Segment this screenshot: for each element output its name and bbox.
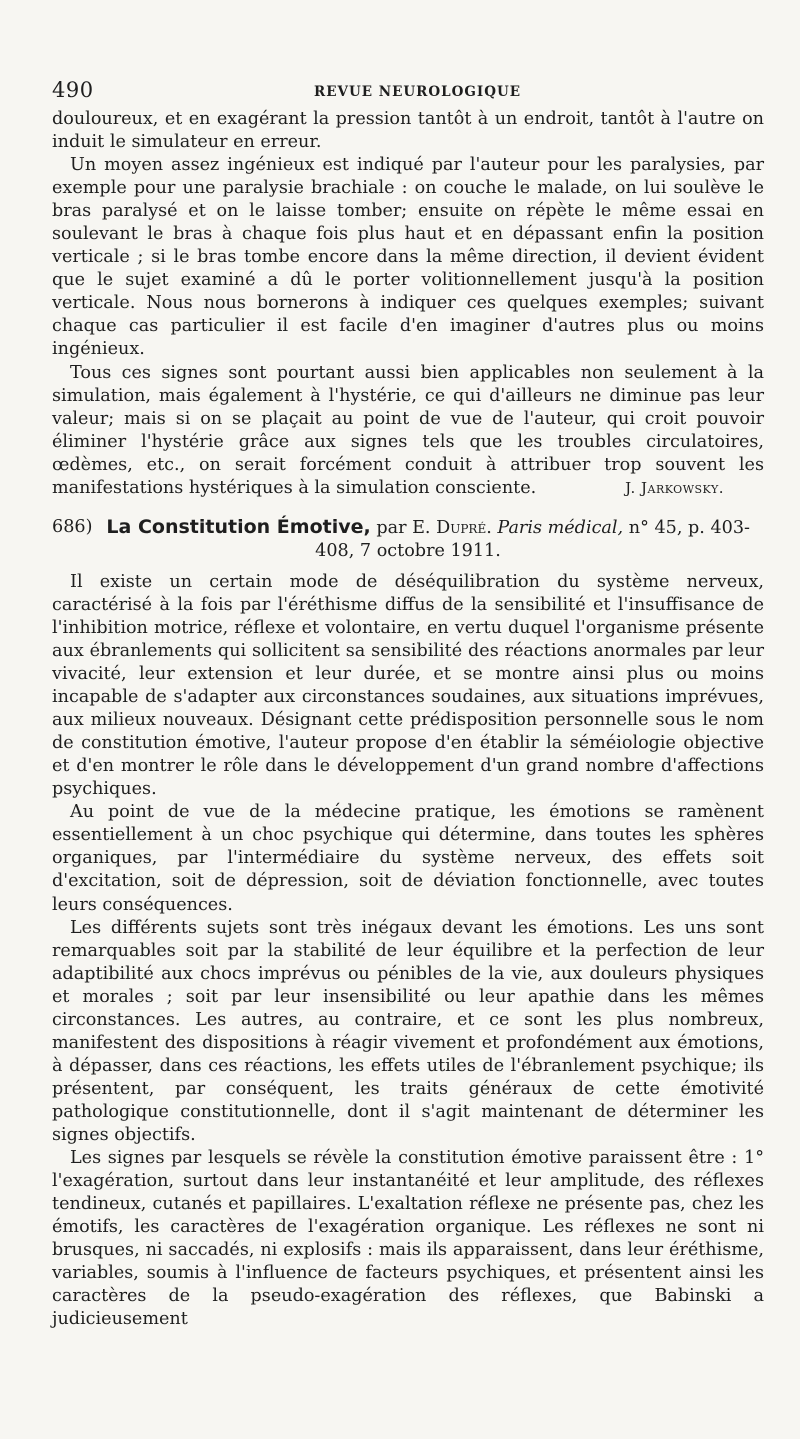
page-number: 490	[52, 78, 94, 102]
page-header	[52, 78, 764, 108]
review-continuation	[52, 108, 764, 500]
paragraph: Au point de vue de la médecine pratique, les émotions se ramènent essentiellement à un choc psychique qui détermine, dans toutes les sphères organiques, par l'intermédiaire du système nerveux, des effets soit d'excitation, soit de dépression, soit de déviation fonctionnelle, avec toutes leurs conséquences.	[52, 802, 764, 915]
article-entry-heading	[52, 516, 764, 563]
paragraph: Un moyen assez ingénieux est indiqué par l'auteur pour les paralysies, par exemple pour une paralysie brachiale : on couche le malade, on lui soulève le bras paralysé et on le laisse tomber; ensuite on répète le même essai en soulevant le bras à chaque fois plus haut et en dépassant enfin la position verticale ; si le bras tombe encore dans la même direction, il devient évident que le sujet examiné a dû le porter volitionnellement jusqu'à la position verticale. Nous nous bornerons à indiquer ces quelques exemples; suivant chaque cas particulier il est facile d'en imaginer d'autres plus ou moins ingénieux.	[52, 155, 764, 360]
paragraph: douloureux, et en exagérant la pression tantôt à un endroit, tantôt à l'autre on induit le simulateur en erreur.	[52, 109, 764, 153]
author-prefix: par E.	[376, 517, 431, 538]
article-title: La Constitution Émotive,	[106, 515, 371, 538]
paragraph: Les signes par lesquels se révèle la constitution émotive paraissent être : 1° l'exagération, surtout dans leur instantanéité et leur amplitude, des réflexes tendineux, cutanés et papillaires. L'exaltation réflexe ne présente pas, chez les émotifs, les caractères de l'exagération organique. Les réflexes ne sont ni brusques, ni saccadés, ni explosifs : mais ils apparaissent, dans leur éréthisme, variables, soumis à l'influence de facteurs psychiques, et présentent ainsi les caractères de la pseudo-exagération des réflexes, que Babinski a judicieusement	[52, 1148, 764, 1330]
paragraph: Il existe un certain mode de déséquilibration du système nerveux, caractérisé à la fois par l'éréthisme diffus de la sensibilité et l'insuffisance de l'inhibition motrice, réflexe et volontaire, en vertu duquel l'organisme présente aux ébranlements qui sollicitent sa sensibilité des réactions anormales par leur vivacité, leur extension et leur durée, et se montre ainsi plus ou moins incapable de s'adapter aux circonstances soudaines, aux situations imprévues, aux milieux nouveaux. Désignant cette prédisposition personnelle sous le nom de constitution émotive, l'auteur propose d'en établir la séméiologie objective et d'en montrer le rôle dans le développement d'un grand nombre d'affections psychiques.	[52, 571, 764, 800]
running-title: REVUE NEUROLOGIQUE	[314, 84, 522, 100]
reviewer-signature: J. Jarkowsky.	[625, 478, 724, 497]
publication-details: n° 45, p. 403-408, 7 octobre 1911.	[315, 517, 751, 561]
paragraph: Les différents sujets sont très inégaux devant les émotions. Les uns sont remarquables soit par la stabilité de leur équilibre et la perfection de leur adaptibilité aux chocs imprévus ou pénibles de la vie, aux douleurs physiques et morales ; soit par leur insensibilité ou leur apathie dans les mêmes circonstances. Les autres, au contraire, et ce sont les plus nombreux, manifestent des dispositions à réagir vivement et profondément aux émotions, à dépasser, dans ces réactions, les effets utiles de l'ébranlement psychique; ils présentent, par conséquent, les traits généraux de cette émotivité pathologique constitutionnelle, dont il s'agit maintenant de déterminer les signes objectifs.	[52, 917, 764, 1145]
paragraph: Tous ces signes sont pourtant aussi bien applicables non seulement à la simulation, mais également à l'hystérie, ce qui d'ailleurs ne diminue pas leur valeur; mais si on se plaçait au point de vue de l'auteur, qui croit pouvoir éliminer l'hystérie grâce aux signes tels que les troubles circulatoires, œdèmes, etc., on serait forcément conduit à attribuer trop souvent les manifestations hystériques à la simulation consciente.	[52, 362, 764, 498]
entry-number: 686)	[52, 516, 93, 537]
journal-page	[52, 78, 764, 1331]
journal-name: Paris médical,	[497, 517, 624, 538]
article-author: Dupré.	[436, 517, 492, 538]
article-summary	[52, 571, 764, 1332]
